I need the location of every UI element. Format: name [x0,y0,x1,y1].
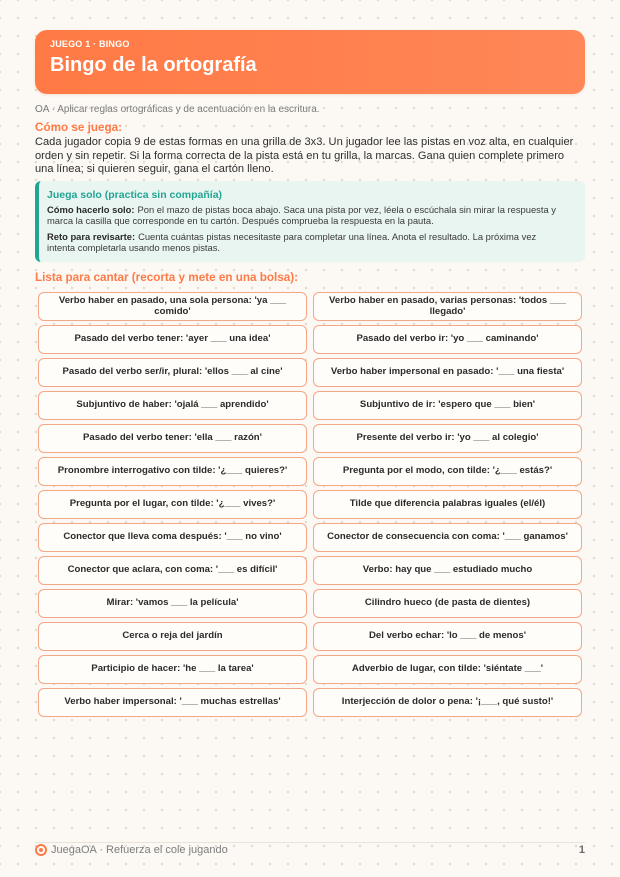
call-card: Conector que aclara, con coma: '___ es difícil' [38,556,307,585]
call-card: Subjuntivo de ir: 'espero que ___ bien' [313,391,582,420]
call-card: Pronombre interrogativo con tilde: '¿___ quieres?' [38,457,307,486]
how-to-play-text: Cada jugador copia 9 de estas formas en una grilla de 3x3. Un jugador lee las pistas en voz alta, en cualquier orden y sin repetir. Si la forma correcta de la pista está en tu grilla, la marcas. Gana quien complete primero una línea; si quieren seguir, gana el cartón lleno. [35,136,574,175]
solo-tip-text: Pon el mazo de pistas boca abajo. Saca una pista por vez, léela o escúchala sin mirar la respuesta y marca la casilla que corresponde en tu cartón. Después comprueba la respuesta en la pauta. [47,204,556,226]
call-card: Pasado del verbo ser/ir, plural: 'ellos ___ al cine' [38,358,307,387]
solo-play-title: Juega solo (practica sin compañía) [47,189,223,201]
solo-tip-text: Cuenta cuántas pistas necesitaste para completar una línea. Anota el resultado. La próxima vez intenta completarla usando menos pistas. [47,231,537,253]
call-card: Presente del verbo ir: 'yo ___ al colegio' [313,424,582,453]
call-card: Pregunta por el modo, con tilde: '¿___ estás?' [313,457,582,486]
call-card: Verbo haber en pasado, varias personas: 'todos ___ llegado' [313,292,582,321]
call-card: Tilde que diferencia palabras iguales (el/él) [313,490,582,519]
call-card: Verbo haber impersonal: '___ muchas estrellas' [38,688,307,717]
call-card: Verbo haber en pasado, una sola persona: 'ya ___ comido' [38,292,307,321]
call-card: Adverbio de lugar, con tilde: 'siéntate ___' [313,655,582,684]
solo-tip-label: Cómo hacerlo solo: [47,204,135,215]
call-card: Pregunta por el lugar, con tilde: '¿___ vives?' [38,490,307,519]
call-card-grid [38,292,582,717]
call-card: Interjección de dolor o pena: '¡___, qué susto!' [313,688,582,717]
brand-logo-icon [35,844,47,856]
call-card: Cilindro hueco (de pasta de dientes) [313,589,582,618]
call-list-heading: Lista para cantar (recorta y mete en una bolsa): [35,271,299,284]
call-card: Del verbo echar: 'lo ___ de menos' [313,622,582,651]
call-card: Verbo: hay que ___ estudiado mucho [313,556,582,585]
call-card: Pasado del verbo tener: 'ella ___ razón' [38,424,307,453]
page-title: Bingo de la ortografía [50,54,257,76]
call-card: Conector de consecuencia con coma: '___ ganamos' [313,523,582,552]
call-card: Pasado del verbo tener: 'ayer ___ una idea' [38,325,307,354]
call-card: Pasado del verbo ir: 'yo ___ caminando' [313,325,582,354]
learning-objective: OA · Aplicar reglas ortográficas y de acentuación en la escritura. [35,104,320,115]
solo-tip-challenge [47,231,563,253]
page-number: 1 [578,844,585,856]
call-card: Verbo haber impersonal en pasado: '___ una fiesta' [313,358,582,387]
game-kicker: JUEGO 1 · BINGO [50,39,130,49]
solo-tip-how [47,204,563,226]
call-card: Participio de hacer: 'he ___ la tarea' [38,655,307,684]
solo-tip-label: Reto para revisarte: [47,231,136,242]
how-to-play-heading: Cómo se juega: [35,121,123,134]
footer-brand-text: JuegaOA · Refuerza el cole jugando [51,844,228,856]
call-card: Subjuntivo de haber: 'ojalá ___ aprendido' [38,391,307,420]
call-card: Conector que lleva coma después: '___ no vino' [38,523,307,552]
call-card: Mirar: 'vamos ___ la película' [38,589,307,618]
game-header [35,30,585,94]
solo-play-box [35,181,585,262]
call-card: Cerca o reja del jardín [38,622,307,651]
